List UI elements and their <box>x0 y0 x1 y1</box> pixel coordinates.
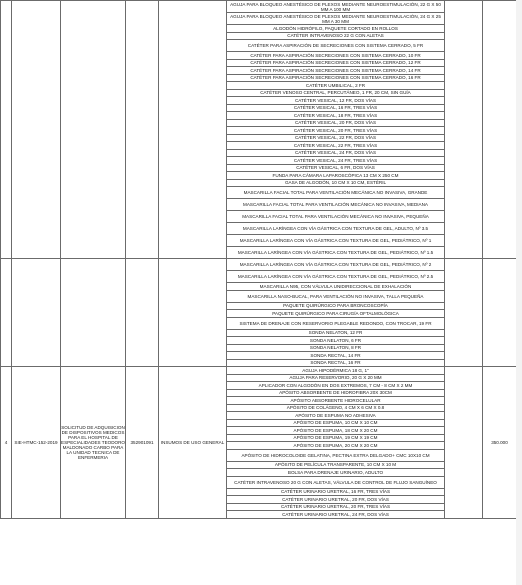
item-description-cell: CATÉTER UMBILICAL, 2 FR <box>227 82 445 90</box>
item-description-cell: MASCARILLA LARÍNGEA CON VÍA GÁSTRICA CON TEXTURA DE GEL, ADULTO, Nº 3.5 <box>227 223 445 235</box>
item-description-cell: AGUJA PARA RESERVORIO, 20 G X 20 MM <box>227 374 445 382</box>
item-description-cell: MASCARILLA FACIAL TOTAL PARA VENTILACIÓN MECÁNICA NO INVASIVA, GRANDE <box>227 187 445 199</box>
item-description-cell: APÓSITO DE ESPUMA, 19 CM X 19 CM <box>227 434 445 442</box>
empty-cell <box>126 259 159 367</box>
empty-cell <box>1 259 12 367</box>
row-index-cell: 4 <box>1 367 12 519</box>
table-row <box>1 259 517 271</box>
item-description-cell: CATÉTER PARA ASPIRACIÓN DE SECRECIONES CON SISTEMA CERRADO, 5 FR <box>227 40 445 52</box>
item-description-cell: MASCARILLA FACIAL TOTAL PARA VENTILACIÓN MECÁNICA NO INVASIVA, PEQUEÑA <box>227 211 445 223</box>
item-description-cell: ALGODÓN HIDRÓFILO, PAQUETE CORTADO EN ROLLOS <box>227 25 445 33</box>
item-description-cell: CATÉTER VESICAL, 16 FR, TRES VÍAS <box>227 104 445 112</box>
item-description-cell: CATÉTER VESICAL, 20 FR, TRES VÍAS <box>227 127 445 135</box>
item-description-cell: SONDA NELATON, 12 FR <box>227 329 445 337</box>
item-description-cell: APÓSITO DE ESPUMA NO ADHESIVA <box>227 412 445 420</box>
item-description-cell: AGUJA HIPODÉRMICA 18 G, 1" <box>227 367 445 375</box>
item-description-cell: SONDA NELATON, 6 FR <box>227 337 445 345</box>
item-description-cell: SONDA NELATON, 8 FR <box>227 344 445 352</box>
item-description-cell: CATÉTER VESICAL, 18 FR, TRES VÍAS <box>227 112 445 120</box>
empty-cell <box>61 259 126 367</box>
item-description-cell: CATÉTER VESICAL, 24 FR, DOS VÍAS <box>227 149 445 157</box>
item-description-cell: CATÉTER URINARIO URETRAL, 16 FR, TRES VÍAS <box>227 488 445 496</box>
item-description-cell: CATÉTER URINARIO URETRAL, 24 FR, DOS VÍAS <box>227 511 445 519</box>
item-description-cell: AGUJA PARA BLOQUEO ANESTÉSICO DE PLEXOS MEDIANTE NEUROESTIMULACIÓN, 24 G X 25 MM A 30 MM <box>227 13 445 25</box>
item-description-cell: BOLSA PARA DRENAJE URINARIO, ADULTO <box>227 469 445 477</box>
item-description-cell: PAQUETE QUIRÚRGICO PARA BRONCOSCOPÍA <box>227 302 445 310</box>
item-description-cell: CATÉTER VESICAL, 22 FR, TRES VÍAS <box>227 142 445 150</box>
item-description-cell: GASA DE ALGODÓN, 10 CM X 10 CM, ESTÉRIL <box>227 179 445 187</box>
amount-cell: 350.000 <box>483 367 517 519</box>
item-description-cell: APÓSITO ABSORBENTE HIDROCELULAR <box>227 397 445 405</box>
empty-cell <box>483 1 517 259</box>
empty-cell <box>483 259 517 367</box>
item-description-cell: CATÉTER PARA ASPIRACIÓN SECRECIONES CON SISTEMA CERRADO, 16 FR <box>227 74 445 82</box>
item-description-cell: SONDA RECTAL, 16 FR <box>227 359 445 367</box>
empty-cell <box>61 1 126 259</box>
category-cell: INSUMOS DE USO GENERAL <box>159 367 227 519</box>
empty-cell <box>159 1 227 259</box>
item-description-cell: APLICADOR CON ALGODÓN EN DOS EXTREMOS, 7 CM - 8 CM X 2 MM <box>227 382 445 390</box>
item-description-cell: MASCARILLA FACIAL TOTAL PARA VENTILACIÓN MECÁNICA NO INVASIVA, MEDIANA <box>227 199 445 211</box>
empty-cell <box>159 259 227 367</box>
item-description-cell: PAQUETE QUIRÚRGICO PARA CIRUGÍA OFTALMOLÓGICA <box>227 310 445 318</box>
empty-cell <box>12 259 61 367</box>
item-description-cell: APÓSITO ABSORBENTE DE HIDROFIBRA 20X 30CM <box>227 389 445 397</box>
item-description-cell: CATÉTER PARA ASPIRACIÓN SECRECIONES CON SISTEMA CERRADO, 12 FR <box>227 59 445 67</box>
item-description-cell: CATÉTER PARA ASPIRACIÓN SECRECIONES CON SISTEMA CERRADO, 14 FR <box>227 67 445 75</box>
empty-cell <box>1 1 12 259</box>
item-description-cell: SISTEMA DE DRENAJE CON RESERVORIO PLEGABLE REDONDO, CON TROCAR, 19 FR <box>227 317 445 329</box>
item-description-cell: CATÉTER VESICAL, 20 FR, DOS VÍAS <box>227 119 445 127</box>
empty-cell <box>445 367 483 519</box>
item-description-cell: AGUJA PARA BLOQUEO ANESTÉSICO DE PLEXOS MEDIANTE NEUROESTIMULACIÓN, 22 G X 50 MM A 100 MM <box>227 1 445 13</box>
item-description-cell: FUNDA PARA CÁMARA LAPAROSCÓPICA 13 CM X 250 CM <box>227 172 445 180</box>
page-edge-shade <box>516 0 522 585</box>
process-code-cell: SIE-HTMC-152-2019 <box>12 367 61 519</box>
empty-cell <box>445 259 483 367</box>
item-description-cell: MASCARILLA LARÍNGEA CON VÍA GÁSTRICA CON TEXTURA DE GEL, PEDIÁTRICO, Nº 2 <box>227 259 445 271</box>
item-description-cell: CATÉTER VESICAL, 6 FR, DOS VÍAS <box>227 164 445 172</box>
cpc-code-cell: 352901091 <box>126 367 159 519</box>
item-description-cell: MASCARILLA NASO-BUCAL, PARA VENTILACIÓN NO INVASIVA, TALLA PEQUEÑA <box>227 290 445 302</box>
description-cell: SOLICITUD DE ADQUISICION DE DISPOSITIVOS MEDICOS PARA EL HOSPITAL DE ESPECIALIDADES TEODORO MALDONADO CARBO PARA LA UNIDAD TECNICA DE ENFERMERIA <box>61 367 126 519</box>
item-description-cell: CATÉTER VESICAL, 24 FR, TRES VÍAS <box>227 157 445 165</box>
item-description-cell: CATÉTER VENOSO CENTRAL, PERCUTÁNEO, 1 FR, 20 CM, SIN GUÍA <box>227 89 445 97</box>
item-description-cell: CATÉTER INTRAVENOSO 20 G CON ALETAS, VÁLVULA DE CONTROL DE FLUJO SANGUÍNEO <box>227 476 445 488</box>
item-description-cell: CATÉTER VESICAL, 12 FR, DOS VÍAS <box>227 97 445 105</box>
item-description-cell: CATÉTER PARA ASPIRACIÓN SECRECIONES CON SISTEMA CERRADO, 10 FR <box>227 52 445 60</box>
item-description-cell: APÓSITO DE ESPUMA, 10 CM X 10 CM <box>227 419 445 427</box>
item-description-cell: MASCARILLA N95, CON VÁLVULA UNIDIRECCIONAL DE EXHALACIÓN <box>227 283 445 291</box>
item-description-cell: APÓSITO DE ESPUMA, 18 CM X 20 CM <box>227 427 445 435</box>
item-description-cell: MASCARILLA LARÍNGEA CON VÍA GÁSTRICA CON TEXTURA DE GEL, PEDIÁTRICO, Nº 1 <box>227 235 445 247</box>
table-row <box>1 1 517 13</box>
table-row <box>1 367 517 375</box>
item-description-cell: CATÉTER VESICAL, 22 FR, DOS VÍAS <box>227 134 445 142</box>
item-description-cell: APÓSITO DE COLÁGENO, 4 CM X 6 CM X 0.8 <box>227 404 445 412</box>
item-description-cell: MASCARILLA LARÍNGEA CON VÍA GÁSTRICA CON TEXTURA DE GEL, PEDIÁTRICO, Nº 2.5 <box>227 271 445 283</box>
item-description-cell: APÓSITO DE PELÍCULA TRANSPARENTE, 10 CM X 10 M <box>227 461 445 469</box>
item-description-cell: APÓSITO DE ESPUMA, 20 CM X 20 CM <box>227 442 445 450</box>
item-description-cell: CATÉTER INTRAVENOSO 22 G CON ALETAS <box>227 32 445 40</box>
item-description-cell: CATÉTER URINARIO URETRAL, 20 FR, DOS VÍAS <box>227 496 445 504</box>
empty-cell <box>126 1 159 259</box>
empty-cell <box>445 1 483 259</box>
item-description-cell: SONDA RECTAL, 14 FR <box>227 352 445 360</box>
item-description-cell: MASCARILLA LARÍNGEA CON VÍA GÁSTRICA CON TEXTURA DE GEL, PEDIÁTRICO, Nº 1.5 <box>227 247 445 259</box>
item-description-cell: APÓSITO DE HIDROCOLOIDE GELATINA, PECTINA EXTRA DELGADO+ CMC 10X10 CM <box>227 449 445 461</box>
empty-cell <box>12 1 61 259</box>
item-description-cell: CATÉTER URINARIO URETRAL, 20 FR, TRES VÍAS <box>227 503 445 511</box>
